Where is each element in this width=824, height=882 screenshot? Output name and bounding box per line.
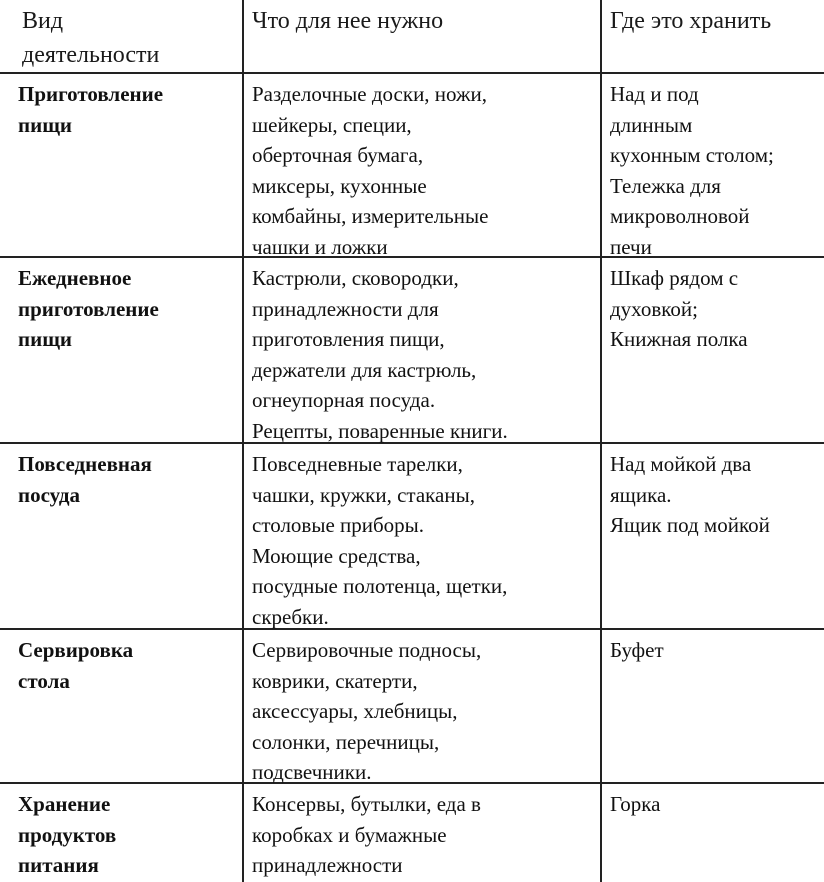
storage-cell: [600, 784, 824, 882]
storage-cell: [600, 258, 824, 442]
activity-cell: [0, 784, 242, 882]
storage-text: Буфет: [610, 638, 664, 662]
needed-text: Повседневные тарелки, чашки, кружки, стаканы, столовые приборы. Моющие средства, посудные полотенца, щетки, скребки.: [252, 452, 508, 629]
needed-cell: [242, 74, 600, 259]
storage-text: Шкаф рядом с духовкой; Книжная полка: [610, 266, 748, 351]
activity-cell: [0, 74, 242, 256]
table-row: [0, 444, 824, 630]
activity-text: Ежедневное приготовление пищи: [18, 266, 159, 351]
activity-text: Повседневная посуда: [18, 452, 152, 507]
activity-text: Приготовление пищи: [18, 82, 164, 137]
header-needed: [242, 0, 600, 72]
needed-text: Разделочные доски, ножи, шейкеры, специи, оберточная бумага, миксеры, кухонные комбайны, измерительные чашки и ложки: [252, 82, 489, 259]
header-storage: [600, 0, 824, 72]
needed-text: Консервы, бутылки, еда в коробках и бумажные принадлежности: [252, 792, 481, 877]
storage-cell: [600, 630, 824, 782]
storage-cell: [600, 444, 824, 628]
storage-cell: [600, 74, 824, 259]
needed-cell: [242, 630, 600, 782]
storage-text: Над и под длинным кухонным столом; Тележка для микроволновой печи: [610, 82, 774, 259]
table-row: [0, 258, 824, 444]
header-activity: [0, 0, 242, 72]
activity-text: Хранение продуктов питания: [18, 792, 117, 877]
activity-cell: [0, 258, 242, 442]
needed-text: Кастрюли, сковородки, принадлежности для приготовления пищи, держатели для кастрюль, огнеупорная посуда. Рецепты, поваренные книги.: [252, 266, 508, 443]
header-activity-text: Вид деятельности: [22, 8, 160, 68]
storage-text: Над мойкой два ящика. Ящик под мойкой: [610, 452, 770, 537]
needed-text: Сервировочные подносы, коврики, скатерти, аксессуары, хлебницы, солонки, перечницы, подсвечники.: [252, 638, 482, 784]
needed-cell: [242, 784, 600, 882]
header-storage-text: Где это хранить: [610, 8, 772, 34]
table-row: [0, 630, 824, 784]
header-needed-text: Что для нее нужно: [252, 8, 444, 34]
needed-cell: [242, 444, 600, 628]
activity-text: Сервировка стола: [18, 638, 134, 693]
needed-cell: [242, 258, 600, 442]
table-row: [0, 74, 824, 258]
storage-text: Горка: [610, 792, 661, 816]
activity-cell: [0, 444, 242, 628]
activity-cell: [0, 630, 242, 782]
table-header-row: [0, 0, 824, 74]
table-row: [0, 784, 824, 882]
